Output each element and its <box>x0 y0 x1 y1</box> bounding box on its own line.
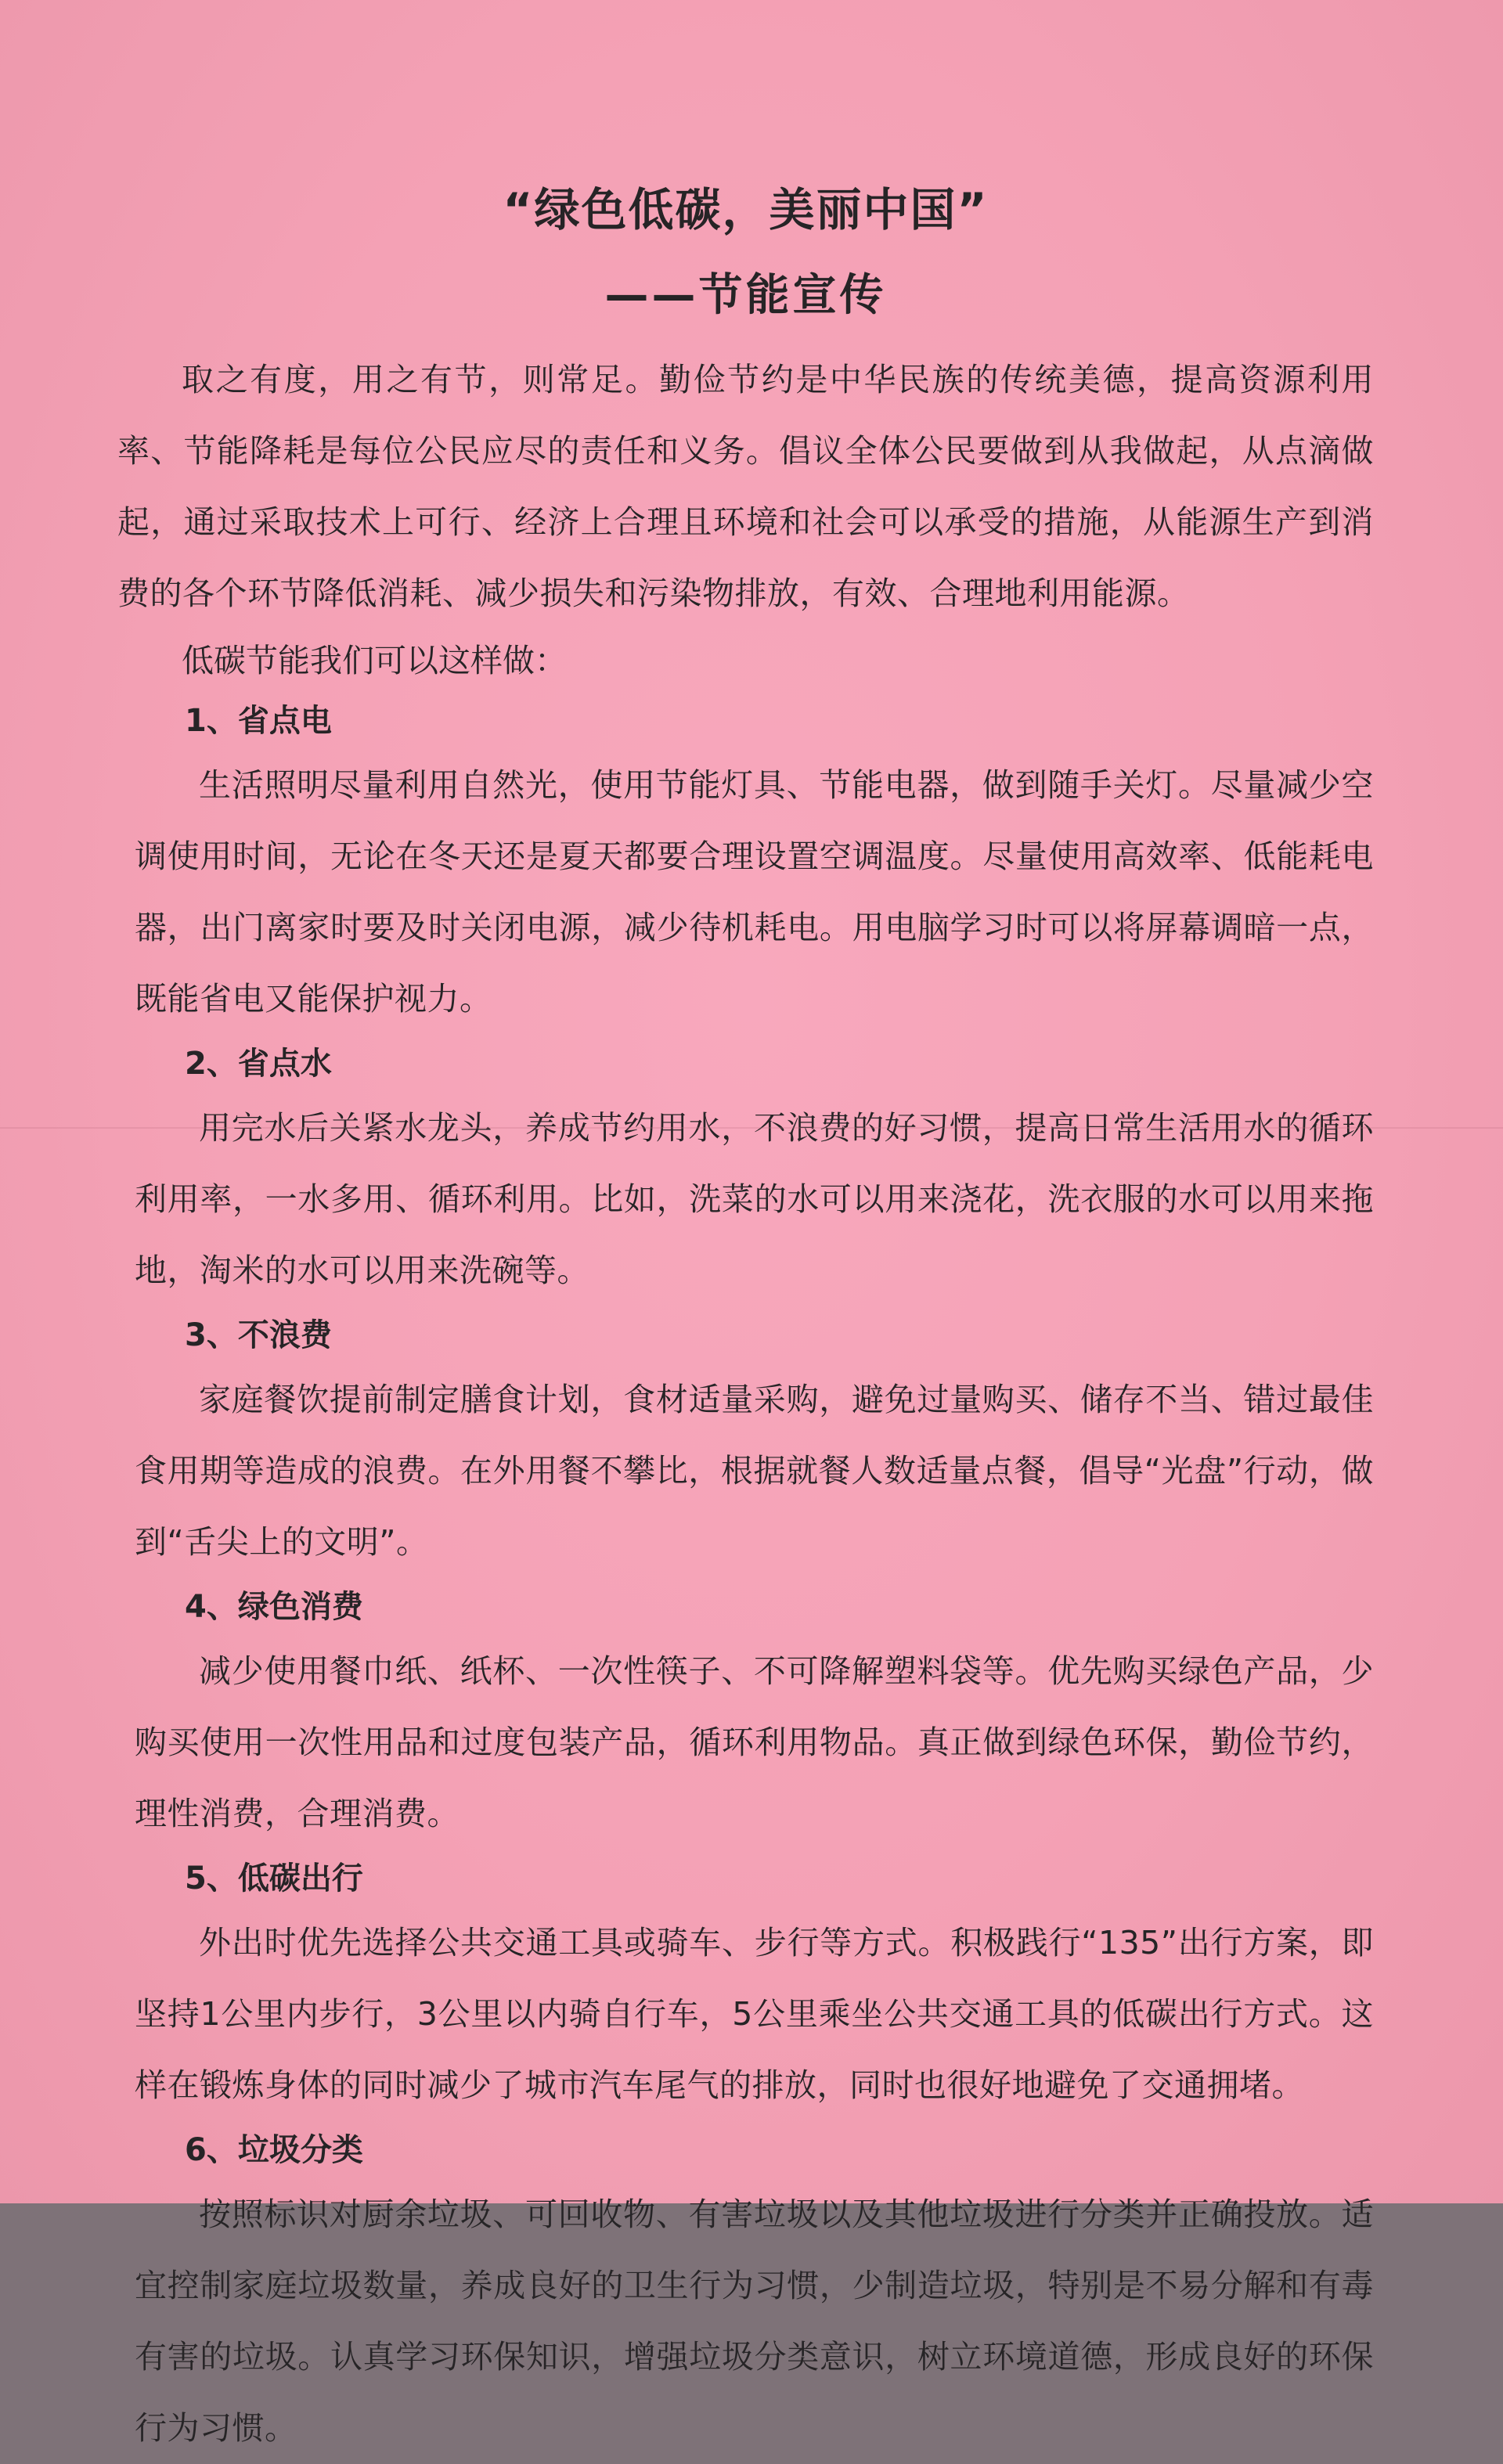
section-save-electricity <box>117 692 1374 1035</box>
section-heading: 6、垃圾分类 <box>185 2132 363 2168</box>
section-body: 生活照明尽量利用自然光，使用节能灯具、节能电器，做到随手关灯。尽量减少空调使用时间，无论在冬天还是夏天都要合理设置空调温度。尽量使用高效率、低能耗电器，出门离家时要及时关闭电源，减少待机耗电。用电脑学习时可以将屏幕调暗一点，既能省电又能保护视力。 <box>135 766 1374 1018</box>
section-body: 用完水后关紧水龙头，养成节约用水，不浪费的好习惯，提高日常生活用水的循环利用率，一水多用、循环利用。比如，洗菜的水可以用来浇花，洗衣服的水可以用来拖地，淘米的水可以用来洗碗等。 <box>135 1109 1374 1289</box>
section-heading: 2、省点水 <box>185 1046 332 1082</box>
section-body: 外出时优先选择公共交通工具或骑车、步行等方式。积极践行“135”出行方案，即坚持1公里内步行，3公里以内骑自行车，5公里乘坐公共交通工具的低碳出行方式。这样在锻炼身体的同时减少了城市汽车尾气的排放，同时也很好地避免了交通拥堵。 <box>135 1924 1374 2104</box>
section-heading: 1、省点电 <box>185 703 332 739</box>
section-heading: 5、低碳出行 <box>185 1861 363 1897</box>
section-low-carbon-travel <box>117 1850 1374 2121</box>
section-green-consumption <box>117 1578 1374 1850</box>
section-heading: 4、绿色消费 <box>185 1589 363 1625</box>
lead-line: 低碳节能我们可以这样做： <box>182 642 567 679</box>
section-heading: 3、不浪费 <box>185 1317 332 1353</box>
intro-paragraph: 取之有度，用之有节，则常足。勤俭节约是中华民族的传统美德，提高资源利用率、节能降耗是每位公民应尽的责任和义务。倡议全体公民要做到从我做起，从点滴做起，通过采取技术上可行、经济上合理且环境和社会可以承受的措施，从能源生产到消费的各个环节降低消耗、减少损失和污染物排放，有效、合理地利用能源。 <box>117 361 1374 612</box>
section-body: 按照标识对厨余垃圾、可回收物、有害垃圾以及其他垃圾进行分类并正确投放。适宜控制家庭垃圾数量，养成良好的卫生行为习惯，少制造垃圾，特别是不易分解和有毒有害的垃圾。认真学习环保知识，增强垃圾分类意识，树立环境道德，形成良好的环保行为习惯。 <box>135 2196 1374 2447</box>
section-body: 家庭餐饮提前制定膳食计划，食材适量采购，避免过量购买、储存不当、错过最佳食用期等造成的浪费。在外用餐不攀比，根据就餐人数适量点餐，倡导“光盘”行动，做到“舌尖上的文明”。 <box>135 1381 1374 1561</box>
section-save-water <box>117 1035 1374 1306</box>
flyer-title: “绿色低碳，美丽中国” <box>503 183 989 236</box>
flyer-subtitle: ——节能宣传 <box>604 270 887 321</box>
section-body: 减少使用餐巾纸、纸杯、一次性筷子、不可降解塑料袋等。优先购买绿色产品，少购买使用一次性用品和过度包装产品，循环利用物品。真正做到绿色环保，勤俭节约，理性消费，合理消费。 <box>135 1652 1374 1832</box>
section-no-waste <box>117 1306 1374 1578</box>
paper-fold-line <box>0 1127 1503 1129</box>
section-garbage-sorting <box>117 2121 1374 2464</box>
